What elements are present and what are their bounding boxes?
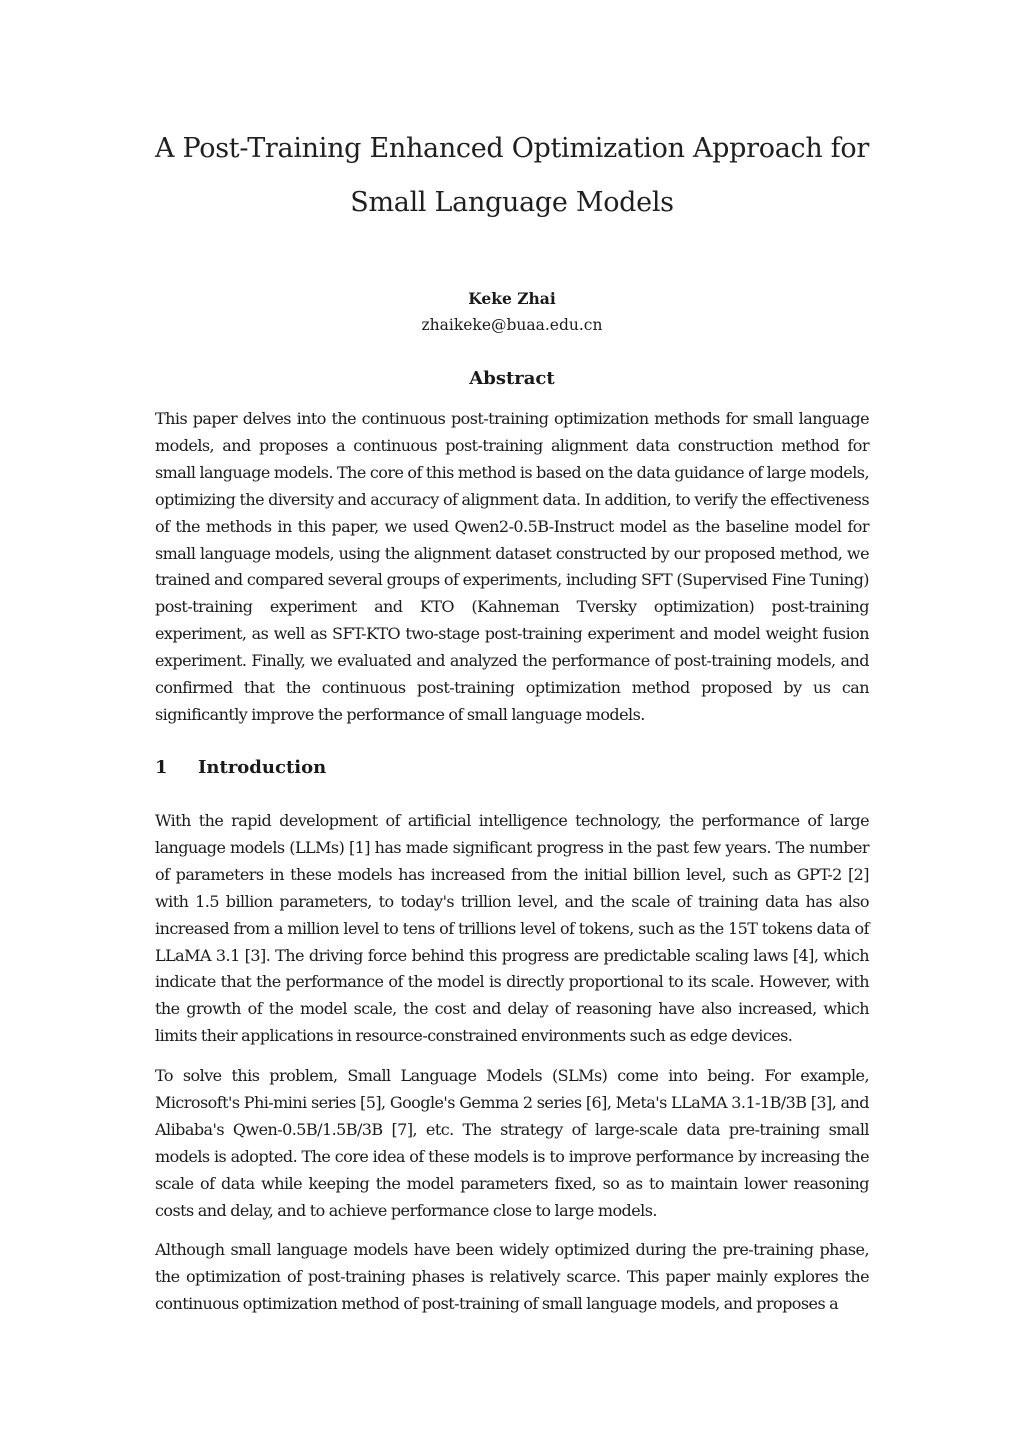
intro-paragraph-1: With the rapid development of artificial intelligence technology, the performance of large language models (LLMs) [1] has made significant progress in the past few years. The number of parameters in these models has increased from the initial billion level, such as GPT-2 [2] with 1.5 billion parameters, to today's trillion level, and the scale of training data has also increased from a million level to tens of trillions level of tokens, such as the 15T tokens data of LLaMA 3.1 [3]. The driving force behind this progress are predictable scaling laws [4], which indicate that the performance of the model is directly proportional to its scale. However, with the growth of the model scale, the cost and delay of reasoning have also increased, which limits their applications in resource-constrained environments such as edge devices. bbox=[155, 811, 869, 1046]
title-line-2: Small Language Models bbox=[350, 187, 674, 218]
abstract-text: This paper delves into the continuous post-training optimization methods for small language models, and proposes a continuous post-training alignment data construction method for small language models. The core of this method is based on the data guidance of large models, optimizing the diversity and accuracy of alignment data. In addition, to verify the effectiveness of the methods in this paper, we used Qwen2-0.5B-Instruct model as the baseline model for small language models, using the alignment dataset constructed by our proposed method, we trained and compared several groups of experiments, including SFT (Supervised Fine Tuning) post-training experiment and KTO (Kahneman Tversky optimization) post-training experiment, as well as SFT-KTO two-stage post-training experiment and model weight fusion experiment. Finally, we evaluated and analyzed the performance of post-training models, and confirmed that the continuous post-training optimization method proposed by us can significantly improve the performance of small language models. bbox=[155, 409, 869, 724]
abstract-heading: Abstract bbox=[469, 368, 555, 389]
title-line-1: A Post-Training Enhanced Optimization Approach for bbox=[155, 133, 869, 164]
intro-paragraph-2: To solve this problem, Small Language Models (SLMs) come into being. For example, Microsoft's Phi-mini series [5], Google's Gemma 2 series [6], Meta's LLaMA 3.1-1B/3B [3], and Alibaba's Qwen-0.5B/1.5B/3B [7], etc. The strategy of large-scale data pre-training small models is adopted. The core idea of these models is to improve performance by increasing the scale of data while keeping the model parameters fixed, so as to maintain lower reasoning costs and delay, and to achieve performance close to large models. bbox=[155, 1066, 869, 1220]
section-number: 1 bbox=[155, 757, 168, 778]
intro-paragraph-3: Although small language models have been widely optimized during the pre-training phase, the optimization of post-training phases is relatively scarce. This paper mainly explores the continuous optimization method of post-training of small language models, and proposes a bbox=[155, 1240, 869, 1313]
author-name: Keke Zhai bbox=[468, 289, 556, 308]
paper-title bbox=[120, 122, 904, 230]
section-heading-introduction bbox=[155, 754, 655, 782]
section-title: Introduction bbox=[198, 757, 327, 778]
author-email: zhaikeke@buaa.edu.cn bbox=[421, 316, 603, 334]
author-block bbox=[312, 286, 712, 338]
